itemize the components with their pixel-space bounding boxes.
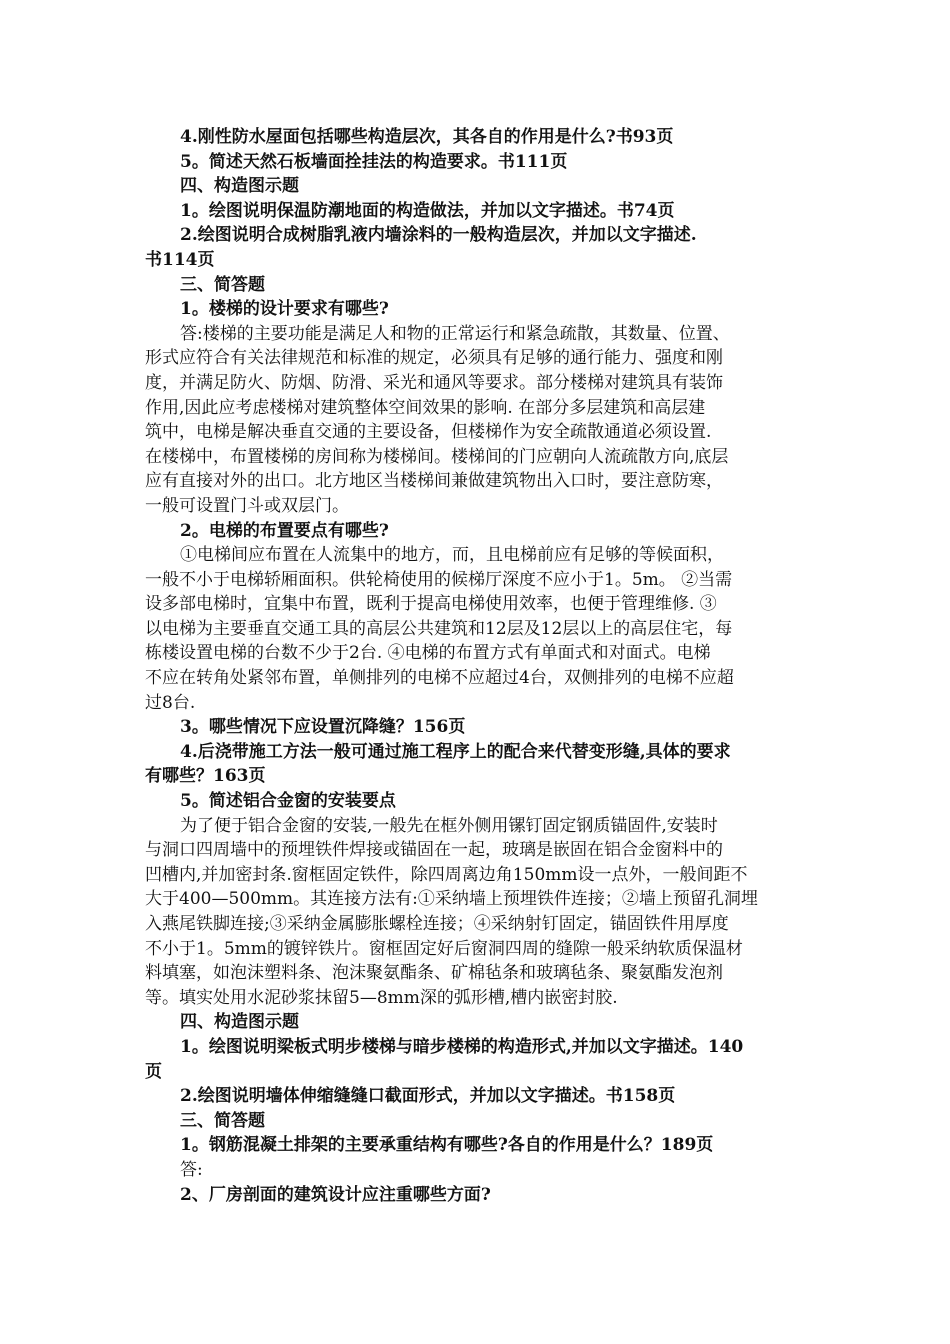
answer-line: 在楼梯中，布置楼梯的房间称为楼梯间。楼梯间的门应朝向人流疏散方向,底层 bbox=[145, 446, 729, 467]
answer-line: 栋楼设置电梯的台数不少于2台. ④电梯的布置方式有单面式和对面式。电梯 bbox=[145, 643, 711, 664]
section-heading: 三、简答题 bbox=[180, 274, 265, 295]
answer-line: 等。填实处用水泥砂浆抹留5—8mm深的弧形槽,槽内嵌密封胶. bbox=[145, 987, 618, 1008]
answer-line: 与洞口四周墙中的预埋铁件焊接或锚固在一起，玻璃是嵌固在铝合金窗料中的 bbox=[145, 840, 723, 861]
question-line: 2.绘图说明墙体伸缩缝缝口截面形式，并加以文字描述。书158页 bbox=[180, 1086, 676, 1107]
section-heading: 四、构造图示题 bbox=[180, 176, 299, 197]
answer-line: 不小于1。5mm的镀锌铁片。窗框固定好后窗洞四周的缝隙一般采纳软质保温材 bbox=[145, 938, 743, 959]
question-line: 4.后浇带施工方法一般可通过施工程序上的配合来代替变形缝,具体的要求 bbox=[180, 741, 731, 762]
question-line: 2。电梯的布置要点有哪些? bbox=[180, 520, 389, 541]
answer-line: 设多部电梯时，宜集中布置，既利于提高电梯使用效率，也便于管理维修. ③ bbox=[145, 594, 717, 615]
answer-line: 以电梯为主要垂直交通工具的高层公共建筑和12层及12层以上的高层住宅，每 bbox=[145, 618, 733, 639]
question-line: 1。楼梯的设计要求有哪些? bbox=[180, 299, 389, 320]
question-line: 5。简述天然石板墙面拴挂法的构造要求。书111页 bbox=[180, 151, 568, 172]
question-line: 页 bbox=[145, 1061, 162, 1082]
question-line: 3。哪些情况下应设置沉降缝？156页 bbox=[180, 717, 466, 738]
answer-line: 凹槽内,并加密封条.窗框固定铁件，除四周离边角150mm设一点外，一般间距不 bbox=[145, 864, 748, 885]
question-line: 2、厂房剖面的建筑设计应注重哪些方面? bbox=[180, 1184, 491, 1205]
question-line: 1。绘图说明梁板式明步楼梯与暗步楼梯的构造形式,并加以文字描述。140 bbox=[180, 1036, 744, 1057]
question-line: 1。绘图说明保温防潮地面的构造做法，并加以文字描述。书74页 bbox=[180, 200, 675, 221]
question-line: 书114页 bbox=[145, 249, 215, 270]
answer-line: 一般可设置门斗或双层门。 bbox=[145, 495, 349, 516]
section-heading: 四、构造图示题 bbox=[180, 1012, 299, 1033]
question-line: 4.刚性防水屋面包括哪些构造层次，其各自的作用是什么?书93页 bbox=[180, 127, 674, 147]
answer-line: 大于400—500mm。其连接方法有:①采纳墙上预埋铁件连接；②墙上预留孔洞埋 bbox=[145, 889, 758, 910]
question-line: 5。简述铝合金窗的安装要点 bbox=[180, 791, 396, 812]
answer-line: 入燕尾铁脚连接;③采纳金属膨胀螺栓连接；④采纳射钉固定，锚固铁件用厚度 bbox=[145, 914, 729, 934]
question-line: 1。钢筋混凝土排架的主要承重结构有哪些?各自的作用是什么？189页 bbox=[180, 1135, 714, 1156]
answer-line: 不应在转角处紧邻布置，单侧排列的电梯不应超过4台，双侧排列的电梯不应超 bbox=[145, 668, 734, 689]
answer-line: 应有直接对外的出口。北方地区当楼梯间兼做建筑物出入口时，要注意防寒， bbox=[145, 471, 723, 492]
answer-line: 筑中，电梯是解决垂直交通的主要设备，但楼梯作为安全疏散通道必须设置. bbox=[145, 422, 712, 443]
answer-line: 形式应符合有关法律规范和标准的规定，必须具有足够的通行能力、强度和刚 bbox=[145, 348, 723, 369]
answer-line: 答:楼梯的主要功能是满足人和物的正常运行和紧急疏散，其数量、位置、 bbox=[180, 323, 730, 344]
section-heading: 三、简答题 bbox=[180, 1110, 265, 1131]
answer-line: 答: bbox=[180, 1159, 203, 1180]
question-line: 2.绘图说明合成树脂乳液内墙涂料的一般构造层次，并加以文字描述. bbox=[180, 225, 697, 246]
answer-line: 作用,因此应考虑楼梯对建筑整体空间效果的影响. 在部分多层建筑和高层建 bbox=[145, 397, 706, 418]
answer-line: 度，并满足防火、防烟、防滑、采光和通风等要求。部分楼梯对建筑具有装饰 bbox=[145, 372, 723, 393]
answer-line: 料填塞，如泡沫塑料条、泡沫聚氨酯条、矿棉毡条和玻璃毡条、聚氨酯发泡剂 bbox=[145, 963, 723, 984]
answer-line: 一般不小于电梯轿厢面积。供轮椅使用的候梯厅深度不应小于1。5m。 ②当需 bbox=[145, 569, 733, 590]
document-body bbox=[145, 125, 810, 1207]
answer-line: ①电梯间应布置在人流集中的地方，而，且电梯前应有足够的等候面积， bbox=[180, 545, 724, 566]
answer-line: 为了便于铝合金窗的安装,一般先在框外侧用镙钉固定钢质锚固件,安装时 bbox=[180, 815, 718, 836]
answer-line: 过8台. bbox=[145, 692, 196, 713]
question-line: 有哪些？163页 bbox=[145, 766, 266, 787]
